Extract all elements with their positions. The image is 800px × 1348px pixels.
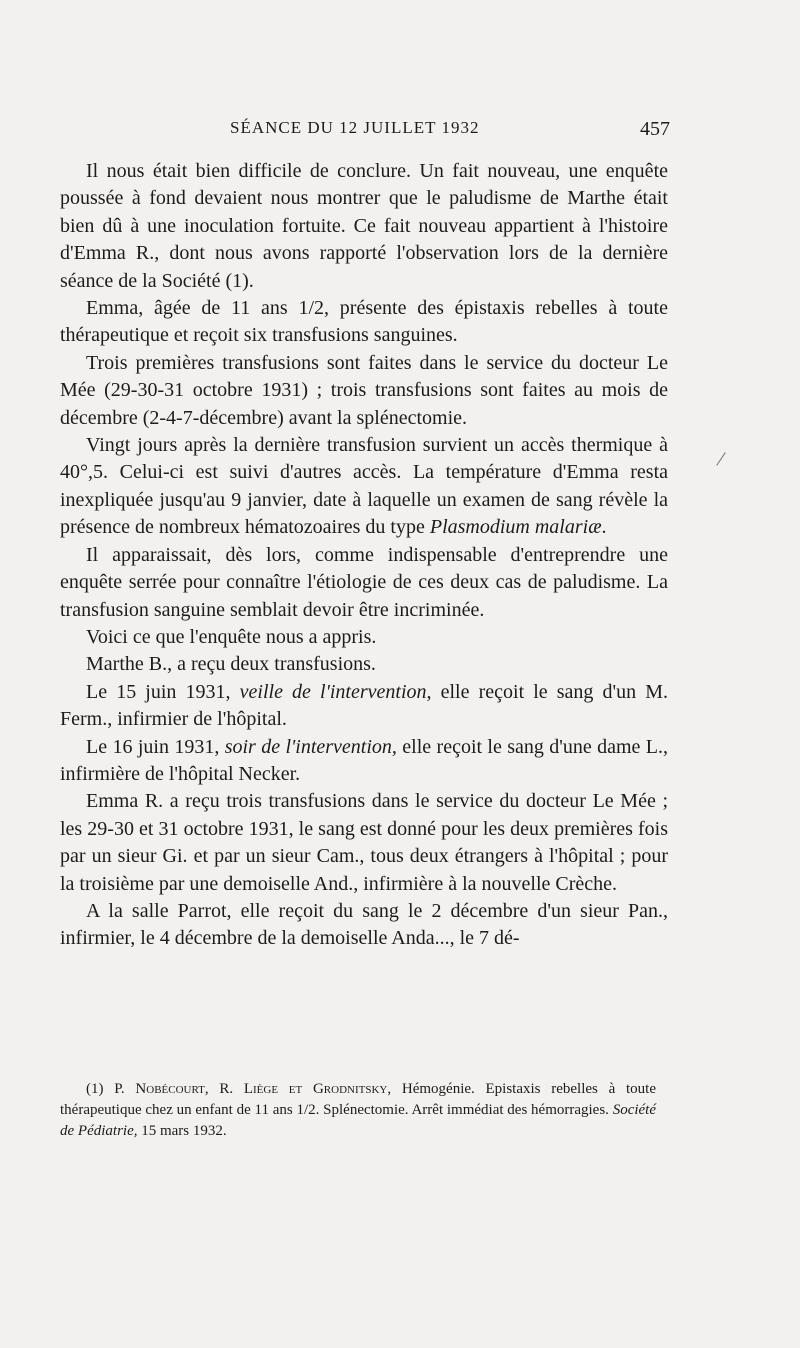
paragraph: Marthe B., a reçu deux transfusions.: [86, 653, 376, 676]
footnote: [60, 1079, 656, 1142]
paragraph: Trois premières transfusions sont faites dans le service du docteur Le Mée (29-30-31 octobre 1931) ; trois transfusions sont faites au mois de décembre (2-4-7-décembre) avant la splénectomie.: [60, 351, 668, 429]
emphasis: soir de l'intervention,: [224, 735, 397, 758]
margin-mark: /: [714, 445, 728, 472]
paragraph-end: .: [601, 516, 607, 539]
running-head: SÉANCE DU 12 JUILLET 1932: [230, 118, 480, 137]
page-number: 457: [640, 118, 670, 140]
paragraph: Emma, âgée de 11 ans 1/2, présente des épistaxis rebelles à toute thérapeutique et reçoit six transfusions sanguines.: [60, 297, 668, 347]
body-text: [60, 158, 668, 953]
paragraph: [60, 432, 668, 542]
paragraph: Emma R. a reçu trois transfusions dans le service du docteur Le Mée ; les 29-30 et 31 octobre 1931, le sang est donné pour les deux premières fois par un sieur Gi. et par un sieur Cam., tous deux étrangers à l'hôpital ; pour la troisième par une demoiselle And., infirmière à la nouvelle Crèche.: [60, 790, 668, 895]
species-name: Plasmodium malariæ: [429, 516, 602, 539]
page-header: [60, 118, 670, 148]
paragraph-text: Vingt jours après la dernière transfusion survient un accès thermique à 40°,5. Celui-ci est suivi d'autres accès. La température d'Emma resta inexpliquée jusqu'au 9 janvier, date à laquelle un examen de sang révèle la présence de nombreux hématozoaires du type: [60, 434, 668, 539]
paragraph: A la salle Parrot, elle reçoit du sang le 2 décembre d'un sieur Pan., infirmier, le 4 décembre de la demoiselle Anda..., le 7 dé-: [60, 899, 668, 950]
paragraph: Voici ce que l'enquête nous a appris.: [86, 625, 377, 648]
footnote-text: Hémogénie. Epistaxis rebelles à toute thérapeutique chez un enfant de 11 ans 1/2. Splénectomie. Arrêt immédiat des hémorragies.: [60, 1081, 657, 1118]
paragraph: [60, 734, 668, 789]
footnote-date: 15 mars 1932.: [141, 1123, 227, 1139]
paragraph-text: elle reçoit le sang d'un M. Ferm., infirmier de l'hôpital.: [60, 680, 669, 731]
footnote-source: Société de Pédiatrie,: [60, 1102, 657, 1139]
paragraph-text: Le 15 juin 1931,: [86, 680, 231, 703]
paragraph: [60, 679, 668, 734]
emphasis: veille de l'intervention,: [239, 680, 432, 703]
paragraph-text: elle reçoit le sang d'une dame L., infirmière de l'hôpital Necker.: [60, 735, 669, 785]
footnotes: [60, 1079, 656, 1142]
paragraph: Il nous était bien difficile de conclure. Un fait nouveau, une enquête poussée à fond devaient nous montrer que le paludisme de Marthe était bien dû à une inoculation fortuite. Ce fait nouveau appartient à l'histoire d'Emma R., dont nous avons rapporté l'observation lors de la dernière séance de la Société (1).: [60, 160, 668, 292]
paragraph-text: Le 16 juin 1931,: [86, 735, 220, 758]
footnote-marker: (1): [86, 1081, 104, 1097]
paragraph: Il apparaissait, dès lors, comme indispensable d'entreprendre une enquête serrée pour connaître l'étiologie de ces deux cas de paludisme. La transfusion sanguine semblait devoir être incriminée.: [60, 543, 668, 621]
footnote-authors: P. Nobécourt, R. Liège et Grodnitsky,: [114, 1081, 392, 1097]
